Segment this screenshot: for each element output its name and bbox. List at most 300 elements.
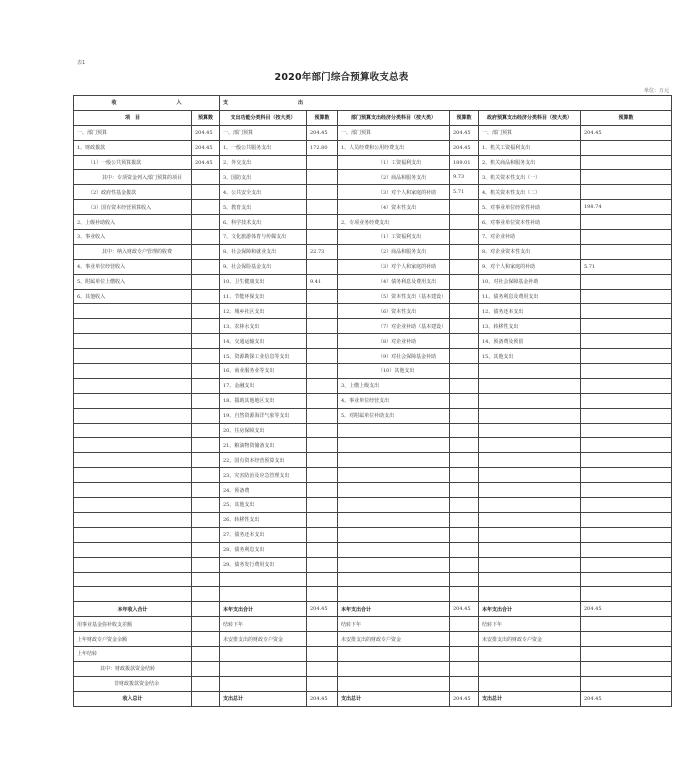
table-cell: 上年财政专户资金余额 [74,632,192,647]
table-cell: 12、债务还本支出 [479,304,581,319]
table-cell: 本年支出合计 [220,602,307,617]
table-cell: 12、城乡社区支出 [220,304,307,319]
table-cell [450,289,479,304]
table-cell [479,527,581,542]
table-cell: 18、援助其他地区支出 [220,393,307,408]
table-cell [192,542,220,557]
table-cell [338,661,450,676]
table-cell [450,557,479,572]
table-cell: （1）工资福利支出 [338,155,450,170]
table-cell: 结转下年 [338,617,450,632]
table-cell [307,259,338,274]
table-cell: 2、机关商品和服务支出 [479,155,581,170]
table-cell [307,170,338,185]
table-row [74,289,672,304]
table-row [74,512,672,527]
table-cell [581,617,672,632]
table-cell [479,542,581,557]
table-cell [338,468,450,483]
table-cell [581,438,672,453]
table-cell [338,557,450,572]
table-cell: 上年结转 [74,646,192,661]
table-cell: 10、卫生健康支出 [220,274,307,289]
col-header: 项 目 [74,110,192,125]
table-cell [307,438,338,453]
table-cell: 9.41 [307,274,338,289]
page-title: 2020年部门综合预算收支总表 [274,72,409,83]
table-cell: 204.45 [192,155,220,170]
table-cell [307,498,338,513]
table-cell [450,423,479,438]
table-cell [581,661,672,676]
table-cell: 13、转移性支出 [479,319,581,334]
table-cell [450,587,479,602]
table-cell [192,661,220,676]
table-cell: 28、债务利息支出 [220,542,307,557]
table-cell: 3、机关资本性支出（一） [479,170,581,185]
table-cell [338,438,450,453]
table-cell [450,364,479,379]
table-cell: 收入总计 [74,691,192,706]
table-cell: 其中：纳入财政专户管理的收费 [74,244,192,259]
table-cell: 1、一般公共服务支出 [220,140,307,155]
table-cell: 17、金融支出 [220,378,307,393]
table-cell [450,617,479,632]
table-row [74,185,672,200]
table-cell: 204.45 [450,691,479,706]
table-cell [307,542,338,557]
table-cell [450,200,479,215]
table-cell: 204.45 [450,602,479,617]
table-row [74,349,672,364]
table-row [74,378,672,393]
table-cell [450,438,479,453]
table-cell [192,244,220,259]
table-cell: 9.73 [450,170,479,185]
table-row [74,215,672,230]
table-cell [220,572,307,587]
table-cell [192,557,220,572]
table-cell [192,512,220,527]
table-cell: 9、对个人和家庭的补助 [479,259,581,274]
table-cell [192,483,220,498]
table-cell [479,512,581,527]
table-cell: 24、预备费 [220,483,307,498]
table-cell [581,170,672,185]
table-cell: 2、专项业务经费支出 [338,215,450,230]
table-cell [307,364,338,379]
table-cell [338,676,450,691]
table-cell [479,646,581,661]
table-cell: 204.45 [581,691,672,706]
table-cell [74,587,192,602]
table-cell: 198.74 [581,200,672,215]
table-cell [192,378,220,393]
table-cell [74,408,192,423]
table-row [74,170,672,185]
table-cell [192,646,220,661]
table-cell [479,498,581,513]
table-cell [450,319,479,334]
table-cell: 15、其他支出 [479,349,581,364]
table-cell [307,215,338,230]
table-cell [581,483,672,498]
table-cell: 3、国防支出 [220,170,307,185]
table-row [74,587,672,602]
table-cell [307,468,338,483]
table-cell [581,140,672,155]
table-cell [74,304,192,319]
table-cell: 1、财政拨款 [74,140,192,155]
table-cell [192,468,220,483]
table-cell [338,512,450,527]
carryover-row [74,632,672,647]
table-cell [450,230,479,245]
table-cell: 本年收入合计 [74,602,192,617]
table-cell: 5.71 [581,259,672,274]
table-cell [338,423,450,438]
table-row [74,542,672,557]
table-cell [450,349,479,364]
table-cell: 支出总计 [220,691,307,706]
table-cell [450,408,479,423]
table-cell: （2）商品和服务支出 [338,170,450,185]
table-cell [307,572,338,587]
table-row [74,274,672,289]
table-cell: 204.45 [581,125,672,140]
table-cell: 3、上缴上级支出 [338,378,450,393]
table-cell [307,632,338,647]
section-header-row [74,96,672,111]
table-cell [338,572,450,587]
table-cell [450,274,479,289]
table-cell: 172.80 [307,140,338,155]
table-cell [192,498,220,513]
table-row [74,438,672,453]
table-cell [581,676,672,691]
table-cell: （9）对社会保障基金补助 [338,349,450,364]
table-cell [450,244,479,259]
table-cell [307,557,338,572]
table-cell: 204.45 [192,125,220,140]
table-cell: （2）政府性基金拨款 [74,185,192,200]
table-cell [307,155,338,170]
table-cell [581,185,672,200]
table-row [74,483,672,498]
table-cell [338,453,450,468]
table-cell [479,453,581,468]
table-row [74,468,672,483]
table-cell [450,498,479,513]
table-cell [450,215,479,230]
table-cell: 15、资源勘探工业信息等支出 [220,349,307,364]
table-cell [192,200,220,215]
table-cell [581,646,672,661]
table-cell [479,408,581,423]
table-cell: 其中：财政拨款资金结转 [74,661,192,676]
table-cell [307,527,338,542]
income-section-header: 收 入 [74,96,220,111]
table-cell [450,676,479,691]
table-cell [307,587,338,602]
table-cell [450,512,479,527]
table-cell [192,438,220,453]
table-cell [307,289,338,304]
table-row [74,557,672,572]
table-row [74,155,672,170]
table-cell [479,468,581,483]
table-cell: 204.45 [450,125,479,140]
table-cell [581,274,672,289]
table-cell: （5）资本性支出（基本建设） [338,289,450,304]
table-cell [192,230,220,245]
table-cell [581,304,672,319]
table-cell: 22.73 [307,244,338,259]
table-cell [74,527,192,542]
table-cell: 本年支出合计 [338,602,450,617]
table-cell [581,244,672,259]
table-cell [307,349,338,364]
table-cell [192,319,220,334]
table-cell [450,453,479,468]
table-cell [192,185,220,200]
table-cell: 1、人员经费和公用经费支出 [338,140,450,155]
table-cell: 27、债务还本支出 [220,527,307,542]
table-row [74,244,672,259]
table-row [74,453,672,468]
table-cell [450,661,479,676]
col-header: 预算数 [581,110,672,125]
table-cell [479,438,581,453]
table-cell: 结转下年 [479,617,581,632]
table-cell: 8、社会保障和就业支出 [220,244,307,259]
table-cell [581,378,672,393]
table-cell [192,289,220,304]
table-cell [192,691,220,706]
table-cell: 14、交通运输支出 [220,334,307,349]
table-cell: 4、事业单位经营收入 [74,259,192,274]
table-cell [74,364,192,379]
table-cell: 5、附属单位上缴收入 [74,274,192,289]
table-cell [192,587,220,602]
table-cell: 204.45 [307,691,338,706]
col-header: 支出功能分类科目（按大类） [220,110,307,125]
col-header: 预算数 [307,110,338,125]
table-cell: （8）对企业补助 [338,334,450,349]
table-cell: （4）债务利息及费用支出 [338,274,450,289]
table-cell [192,423,220,438]
table-cell [338,542,450,557]
table-row [74,200,672,215]
table-cell [192,349,220,364]
table-cell [581,557,672,572]
table-row [74,334,672,349]
budget-table [73,95,672,707]
table-cell [307,617,338,632]
table-cell: 19、自然资源海洋气象等支出 [220,408,307,423]
table-cell [192,602,220,617]
table-cell [581,587,672,602]
table-cell [581,423,672,438]
table-cell [74,453,192,468]
table-cell: （3）对个人和家庭的补助 [338,185,450,200]
table-cell [450,468,479,483]
table-cell: 7、文化旅游体育与传媒支出 [220,230,307,245]
table-cell [192,453,220,468]
table-cell [581,453,672,468]
table-cell [192,274,220,289]
table-cell [307,319,338,334]
table-cell [74,483,192,498]
table-cell [338,483,450,498]
table-cell: （7）对企业补助（基本建设） [338,319,450,334]
table-cell: （4）资本性支出 [338,200,450,215]
table-cell: 189.01 [450,155,479,170]
table-cell: 6、科学技术支出 [220,215,307,230]
table-cell: （6）资本性支出 [338,304,450,319]
table-cell [192,304,220,319]
table-cell: 10、对社会保障基金补助 [479,274,581,289]
grand-total-row [74,691,672,706]
table-cell [581,319,672,334]
table-cell [338,587,450,602]
table-cell [192,527,220,542]
table-cell: 8、对企业资本性支出 [479,244,581,259]
table-cell: 16、商业服务业等支出 [220,364,307,379]
table-cell [74,378,192,393]
table-cell: 未安排支出的财政专户资金 [479,632,581,647]
totals-row [74,602,672,617]
table-cell [581,289,672,304]
table-cell [450,259,479,274]
table-cell [307,378,338,393]
table-cell [479,676,581,691]
table-cell: 2、上级补助收入 [74,215,192,230]
table-cell [307,334,338,349]
table-cell: 支出总计 [479,691,581,706]
table-cell: 2、外交支出 [220,155,307,170]
table-cell [479,364,581,379]
table-cell: 5.71 [450,185,479,200]
table-cell [307,393,338,408]
table-cell [192,334,220,349]
table-cell [192,408,220,423]
table-cell: 22、国有资本经营预算支出 [220,453,307,468]
table-cell: 5、教育支出 [220,200,307,215]
table-cell [307,646,338,661]
table-cell [479,483,581,498]
table-row [74,304,672,319]
carryover-row [74,646,672,661]
table-cell: 未安排支出的财政专户资金 [220,632,307,647]
table-row [74,319,672,334]
table-cell [581,632,672,647]
table-cell: 本年支出合计 [479,602,581,617]
table-cell: 一、部门预算 [338,125,450,140]
table-cell [450,393,479,408]
table-cell [74,498,192,513]
table-cell: 23、灾害防治及应急管理支出 [220,468,307,483]
expense-section-header: 支 出 [220,96,672,111]
table-cell: 13、农林水支出 [220,319,307,334]
table-cell: 11、节能环保支出 [220,289,307,304]
table-cell [307,483,338,498]
table-cell [479,572,581,587]
table-cell: 6、其他收入 [74,289,192,304]
carryover-row [74,676,672,691]
table-cell [192,215,220,230]
table-cell: 204.45 [192,140,220,155]
table-cell [74,319,192,334]
table-cell: 结转下年 [220,617,307,632]
table-cell: （1）一般公共预算拨款 [74,155,192,170]
table-cell [450,334,479,349]
table-cell [338,646,450,661]
table-cell: 5、对附属单位补助支出 [338,408,450,423]
table-cell: 未安排支出的财政专户资金 [338,632,450,647]
table-row [74,230,672,245]
table-cell: 6、对事业单位资本性补助 [479,215,581,230]
table-cell: 1、机关工资福利支出 [479,140,581,155]
table-cell [74,438,192,453]
table-cell: 11、债务利息及费用支出 [479,289,581,304]
carryover-row [74,661,672,676]
table-row [74,498,672,513]
table-cell [581,498,672,513]
table-cell [192,393,220,408]
table-cell [581,468,672,483]
table-cell: 20、住房保障支出 [220,423,307,438]
table-cell [192,572,220,587]
table-cell: （1）工资福利支出 [338,230,450,245]
table-cell [450,304,479,319]
table-cell: 9、社会保险基金支出 [220,259,307,274]
table-cell [581,527,672,542]
table-cell [220,661,307,676]
table-cell [220,587,307,602]
table-cell [307,453,338,468]
table-cell: 用事业基金弥补收支差额 [74,617,192,632]
table-cell [450,542,479,557]
table-cell: 204.45 [450,140,479,155]
table-cell: 非财政拨款资金结余 [74,676,192,691]
table-cell: 其中：专项资金列入部门预算的项目 [74,170,192,185]
table-cell [307,230,338,245]
table-cell: 5、对事业单位经常性补助 [479,200,581,215]
table-cell [74,423,192,438]
table-cell [192,617,220,632]
table-cell [479,423,581,438]
table-cell [74,557,192,572]
table-cell: 4、事业单位经营支出 [338,393,450,408]
table-row [74,393,672,408]
col-header: 政府预算支出经济分类科目（按大类） [479,110,581,125]
table-cell [581,215,672,230]
table-cell [220,676,307,691]
table-cell [192,170,220,185]
table-cell [479,378,581,393]
table-row [74,259,672,274]
table-cell [450,572,479,587]
table-cell [338,498,450,513]
table-cell [338,527,450,542]
table-cell [581,334,672,349]
carryover-row [74,617,672,632]
table-cell: 25、其他支出 [220,498,307,513]
table-cell [307,676,338,691]
table-cell [307,304,338,319]
table-cell [450,483,479,498]
